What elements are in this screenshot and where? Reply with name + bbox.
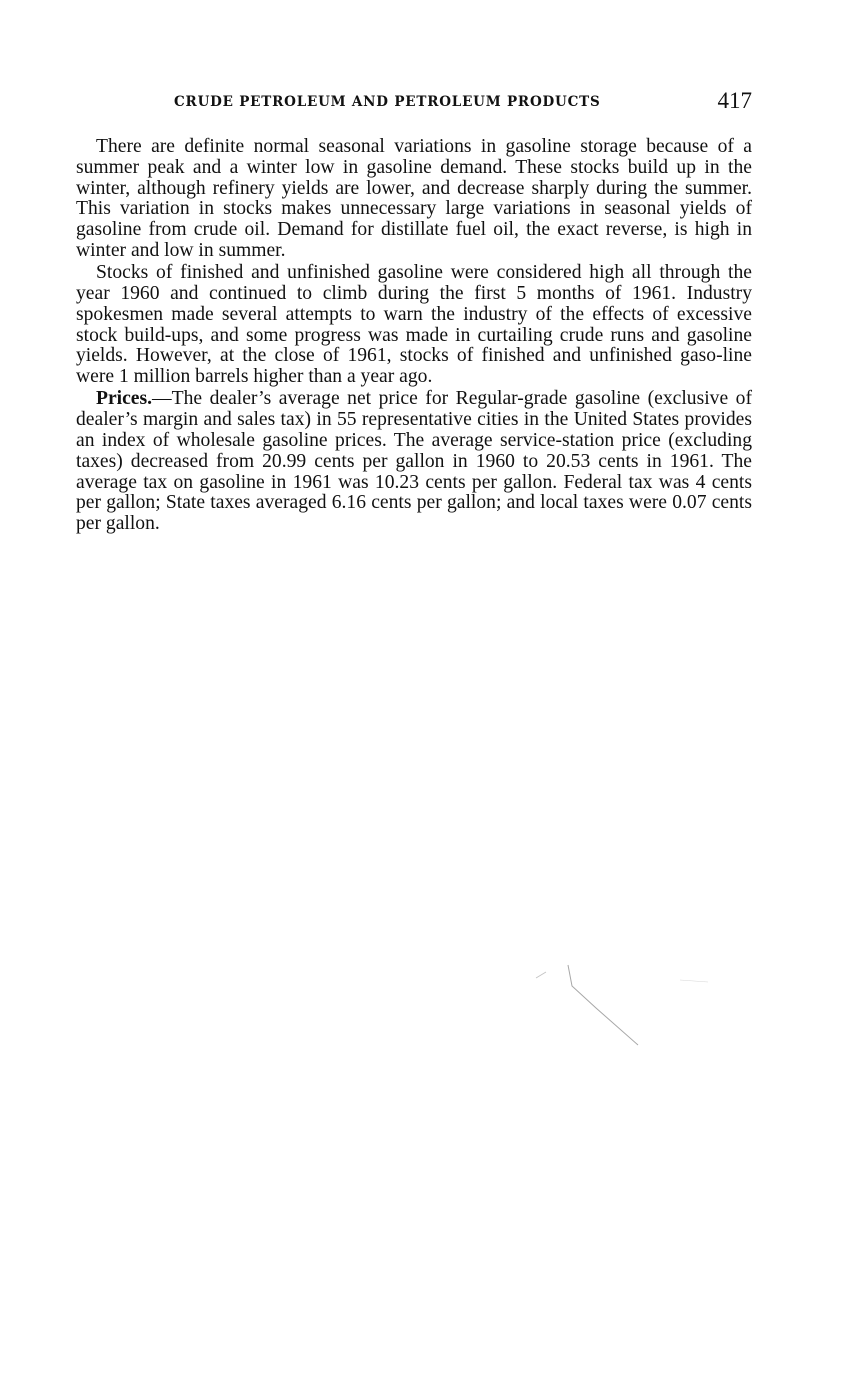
paragraph-prices (76, 389, 752, 535)
running-title: CRUDE PETROLEUM AND PETROLEUM PRODUCTS (174, 94, 601, 110)
running-head (76, 88, 752, 116)
paragraph-gasoline-stocks: Stocks of finished and unfinished gasoline were considered high all through the year 1960 and continued to climb during the first 5 months of 1961. Industry spokesmen made several attempts to warn the industry of the effects of excessive stock build-ups, and some progress was made in curtailing crude runs and gasoline yields. However, at the close of 1961, stocks of finished and unfinished gaso-line were 1 million barrels higher than a year ago. (76, 262, 752, 388)
paragraph-seasonal-variations: There are definite normal seasonal variations in gasoline storage because of a summer peak and a winter low in gasoline demand. These stocks build up in the winter, although refinery yields are lower, and decrease sharply during the summer. This variation in stocks makes unnecessary large variations in seasonal yields of gasoline from crude oil. Demand for distillate fuel oil, the exact reverse, is high in winter and low in summer. (76, 136, 752, 261)
body-text (76, 137, 752, 536)
prices-side-head: Prices. (96, 388, 153, 410)
prices-text: —The dealer’s average net price for Regular-grade gasoline (exclusive of dealer’s margin and sales tax) in 55 representative cities in the United States provides an index of wholesale gasoline prices. The average service-station price (excluding taxes) decreased from 20.99 cents per gallon in 1960 to 20.53 cents in 1961. The average tax on gasoline in 1961 was 10.23 cents per gallon. Federal tax was 4 cents per gallon; State taxes averaged 6.16 cents per gallon; and local taxes were 0.07 cents per gallon. (76, 388, 752, 535)
scan-artifact-mark (530, 960, 730, 1060)
page-number: 417 (717, 88, 752, 113)
